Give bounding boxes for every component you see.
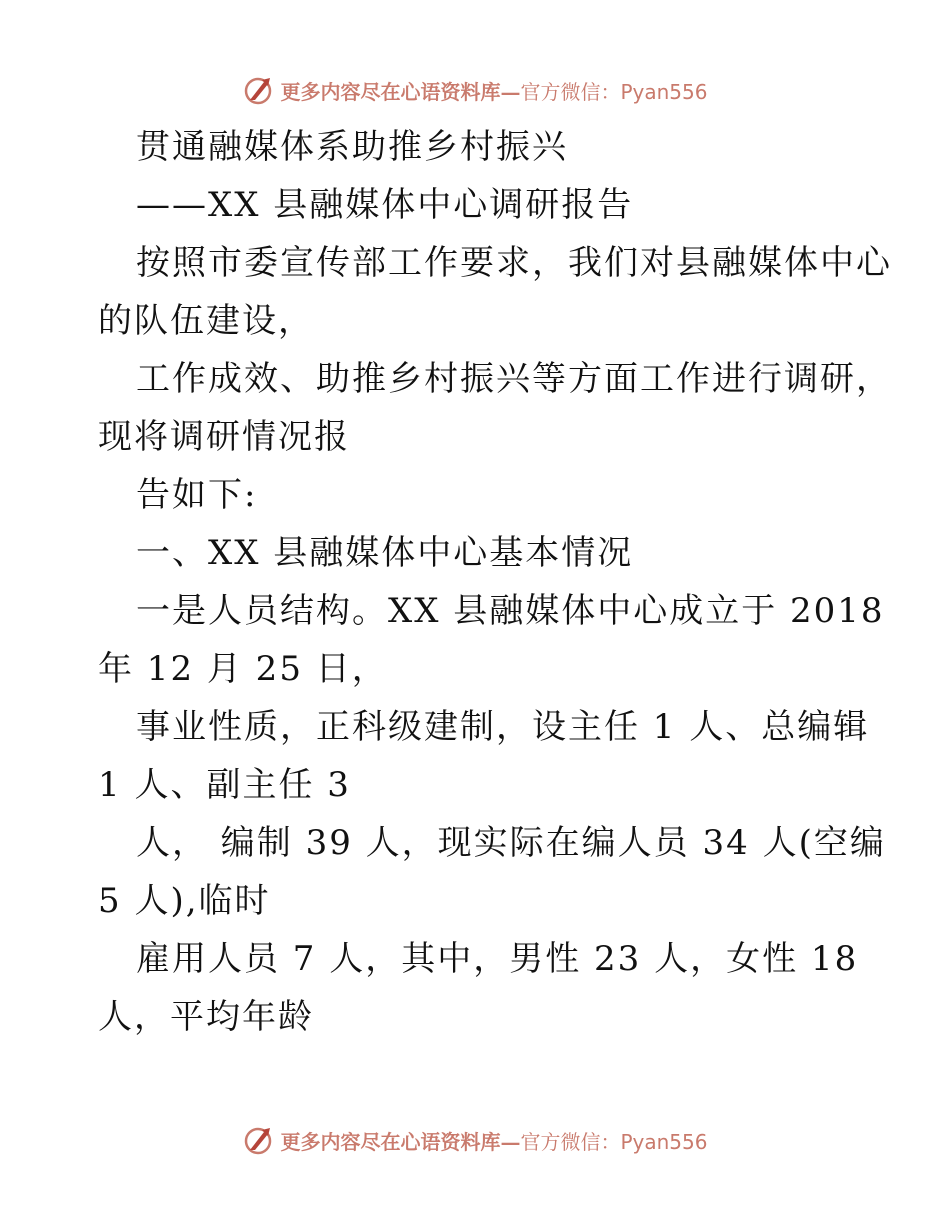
document-body [98,118,892,1046]
watermark-promo-text: 更多内容尽在心语资料库— [280,1129,521,1154]
header-watermark-banner [0,70,950,110]
paragraph-line: 人，平均年龄 [98,997,314,1037]
footer-watermark-banner [0,1120,950,1160]
paragraph-line: 工作成效、助推乡村振兴等方面工作进行调研， [136,359,892,399]
watermark-contact-text: 官方微信：Pyan556 [520,79,708,104]
paragraph-line: 告如下: [136,475,258,515]
watermark-contact-text: 官方微信：Pyan556 [520,1129,708,1154]
paragraph-line: 年 12 月 25 日， [98,649,388,689]
paragraph-line: 现将调研情况报 [98,417,350,457]
paragraph-line: 事业性质，正科级建制，设主任 1 人、总编辑 [136,707,870,747]
quill-logo-icon [242,74,274,106]
quill-logo-icon [242,1124,274,1156]
watermark-promo-text: 更多内容尽在心语资料库— [280,79,521,104]
section-heading: 一、XX 县融媒体中心基本情况 [136,533,634,573]
paragraph-line: 的队伍建设， [98,301,314,341]
paragraph-line: 一是人员结构。XX 县融媒体中心成立于 2018 [136,591,885,631]
paragraph-line: 按照市委宣传部工作要求，我们对县融媒体中心 [136,243,892,283]
paragraph-line: 雇用人员 7 人，其中，男性 23 人，女性 18 [136,939,859,979]
paragraph-line: 1 人、副主任 3 [98,765,351,805]
paragraph-line: 5 人),临时 [98,881,271,921]
document-title: 贯通融媒体系助推乡村振兴 [136,127,568,167]
paragraph-line: 人， 编制 39 人，现实际在编人员 34 人(空编 [136,823,886,863]
document-subtitle: ——XX 县融媒体中心调研报告 [136,185,634,225]
